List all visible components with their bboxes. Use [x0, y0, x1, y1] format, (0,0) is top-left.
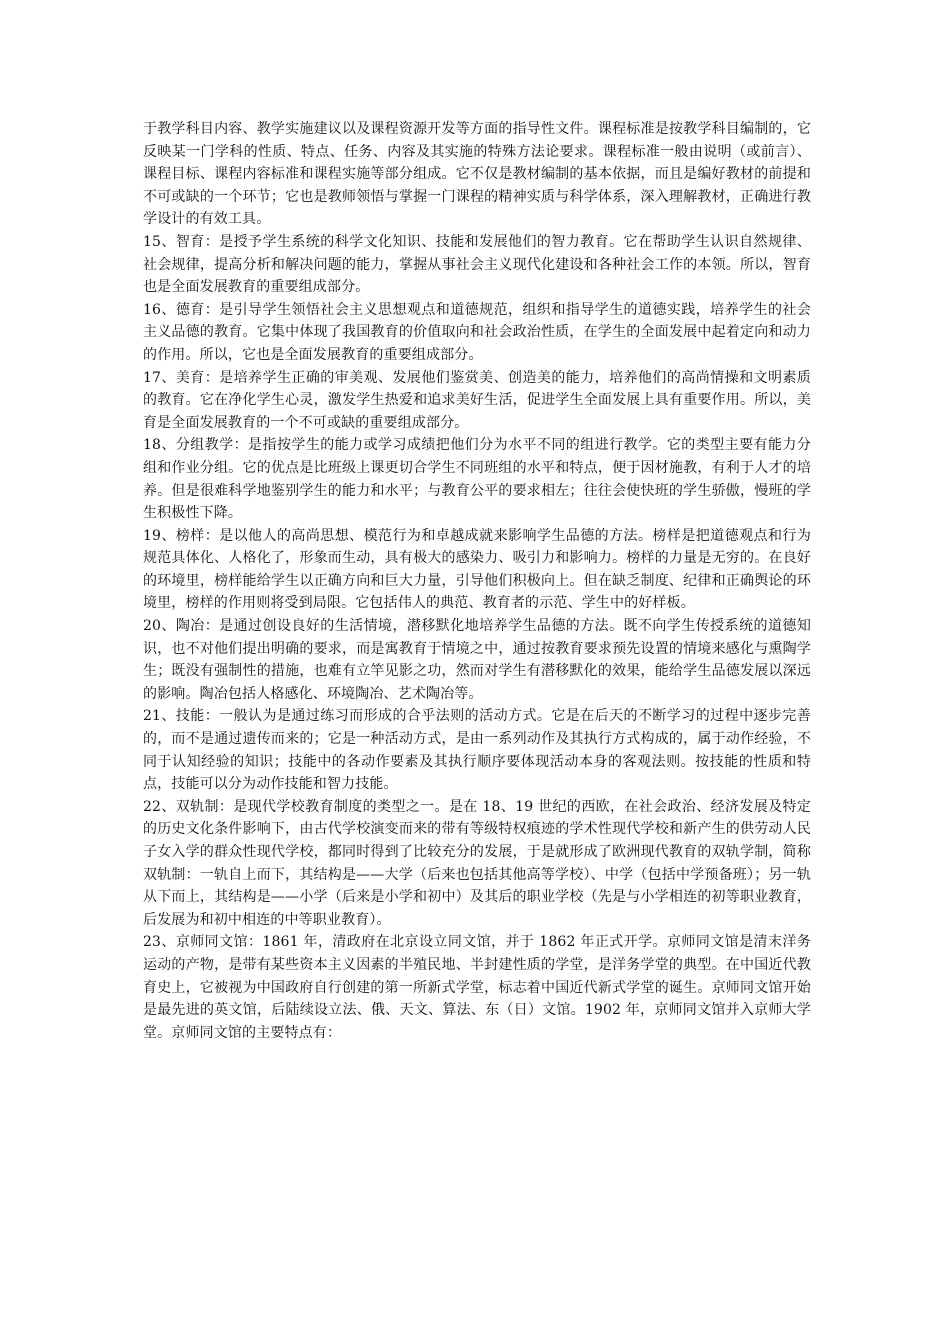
paragraph-dual-track-system: 22、双轨制：是现代学校教育制度的类型之一。是在 18、19 世纪的西欧，在社会政治、经济发展及特定的历史文化条件影响下，由古代学校演变而来的带有等级特权痕迹的学术性现代学校和新产生的供劳动人民子女入学的群众性现代学校，都同时得到了比较充分的发展，于是就形成了欧洲现代教育的双轨学制，简称双轨制：一轨自上而下，其结构是——大学（后来也包括其他高等学校）、中学（包括中学预备班）；另一轨从下而上，其结构是——小学（后来是小学和初中）及其后的职业学校（先是与小学相连的初等职业教育，后发展为和初中相连的中等职业教育）。: [143, 798, 811, 928]
paragraph-course-standard: 于教学科目内容、教学实施建议以及课程资源开发等方面的指导性文件。课程标准是按教学科目编制的，它反映某一门学科的性质、特点、任务、内容及其实施的特殊方法论要求。课程标准一般由说明（或前言）、课程目标、课程内容标准和课程实施等部分组成。它不仅是教材编制的基本依据，而且是编好教材的前提和不可或缺的一个环节；它也是教师领悟与掌握一门课程的精神实质与科学体系，深入理解教材，正确进行教学设计的有效工具。: [143, 121, 811, 228]
paragraph-role-model: 19、榜样：是以他人的高尚思想、模范行为和卓越成就来影响学生品德的方法。榜样是把道德观点和行为规范具体化、人格化了，形象而生动，具有极大的感染力、吸引力和影响力。榜样的力量是无穷的。在良好的环境里，榜样能给学生以正确方向和巨大力量，引导他们积极向上。但在缺乏制度、纪律和正确舆论的环境里，榜样的作用则将受到局限。它包括伟人的典范、教育者的示范、学生中的好样板。: [143, 527, 811, 612]
paragraph-tongwenguan: 23、京师同文馆：1861 年，清政府在北京设立同文馆，并于 1862 年正式开学。京师同文馆是清末洋务运动的产物，是带有某些资本主义因素的半殖民地、半封建性质的学堂，是洋务学堂的典型。在中国近代教育史上，它被视为中国政府自行创建的第一所新式学堂，标志着中国近代新式学堂的诞生。京师同文馆开始是最先进的英文馆，后陆续设立法、俄、天文、算法、东（日）文馆。1902 年，京师同文馆并入京师大学堂。京师同文馆的主要特点有：: [143, 934, 811, 1041]
paragraph-intellectual-education: 15、智育：是授予学生系统的科学文化知识、技能和发展他们的智力教育。它在帮助学生认识自然规律、社会规律，提高分析和解决问题的能力，掌握从事社会主义现代化建设和各种社会工作的本领。所以，智育也是全面发展教育的重要组成部分。: [143, 233, 811, 296]
paragraph-group-teaching: 18、分组教学：是指按学生的能力或学习成绩把他们分为水平不同的组进行教学。它的类型主要有能力分组和作业分组。它的优点是比班级上课更切合学生不同班组的水平和特点，便于因材施教，有利于人才的培养。但是很难科学地鉴别学生的能力和水平；与教育公平的要求相左；往往会使快班的学生骄傲，慢班的学生积极性下降。: [143, 437, 811, 522]
paragraph-moral-education: 16、德育：是引导学生领悟社会主义思想观点和道德规范，组织和指导学生的道德实践，培养学生的社会主义品德的教育。它集中体现了我国教育的价值取向和社会政治性质，在学生的全面发展中起着定向和动力的作用。所以，它也是全面发展教育的重要组成部分。: [143, 301, 811, 363]
paragraph-skill: 21、技能：一般认为是通过练习而形成的合乎法则的活动方式。它是在后天的不断学习的过程中逐步完善的，而不是通过遗传而来的；它是一种活动方式，是由一系列动作及其执行方式构成的，属于动作经验，不同于认知经验的知识；技能中的各动作要素及其执行顺序要体现活动本身的客观法则。按技能的性质和特点，技能可以分为动作技能和智力技能。: [143, 708, 811, 793]
document-body: [143, 118, 811, 1044]
paragraph-edification: 20、陶冶：是通过创设良好的生活情境，潜移默化地培养学生品德的方法。既不向学生传授系统的道德知识，也不对他们提出明确的要求，而是寓教育于情境之中，通过按教育要求预先设置的情境来感化与熏陶学生；既没有强制性的措施，也难有立竿见影之功，然而对学生有潜移默化的效果，能给学生品德发展以深远的影响。陶冶包括人格感化、环境陶冶、艺术陶冶等。: [143, 618, 811, 702]
paragraph-aesthetic-education: 17、美育：是培养学生正确的审美观、发展他们鉴赏美、创造美的能力，培养他们的高尚情操和文明素质的教育。它在净化学生心灵，激发学生热爱和追求美好生活，促进学生全面发展上具有重要作用。所以，美育是全面发展教育的一个不可或缺的重要组成部分。: [143, 369, 811, 431]
